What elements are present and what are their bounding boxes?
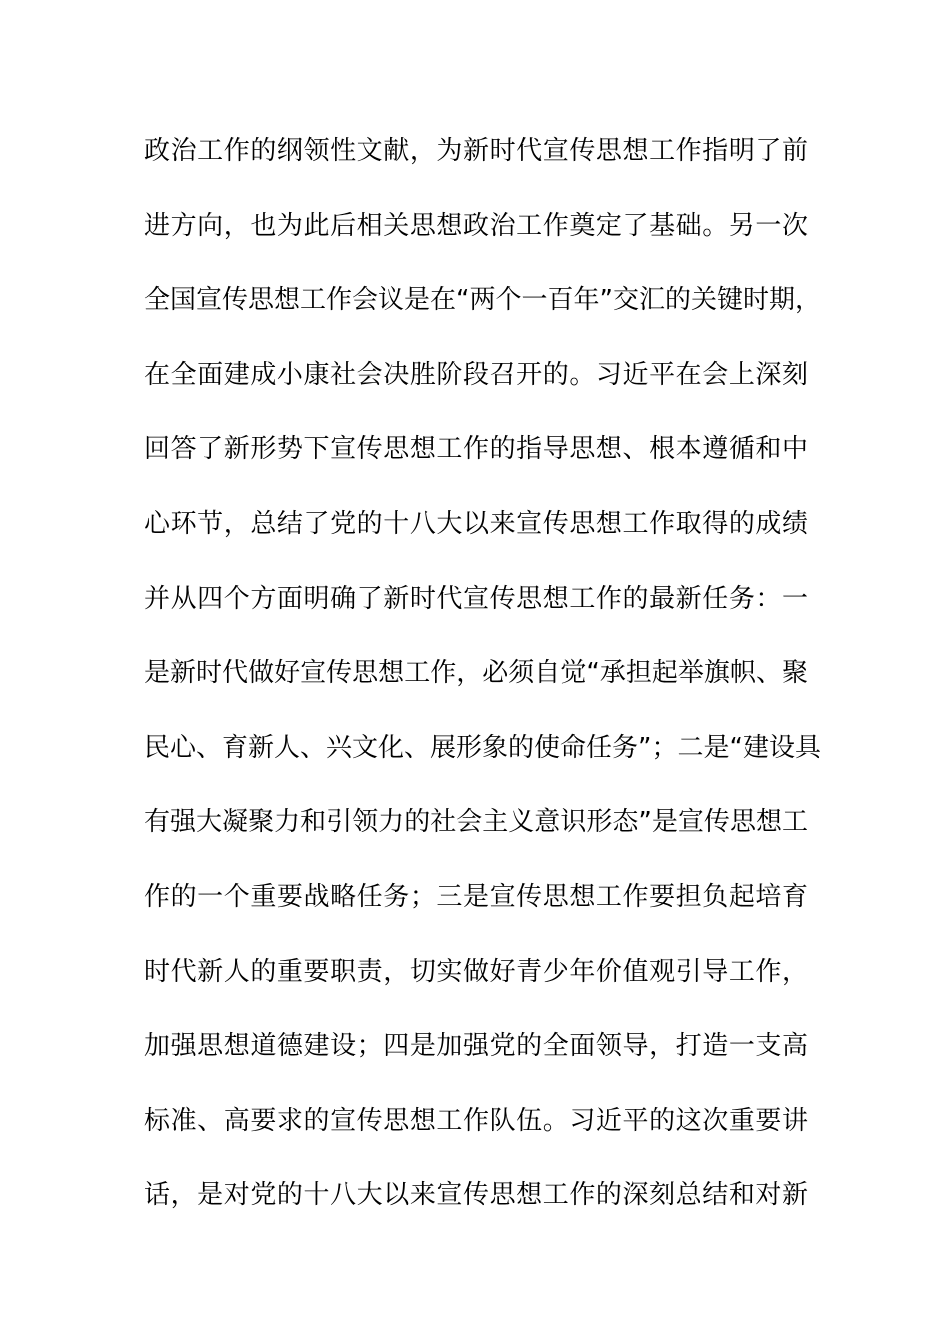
text-line: 加强思想道德建设；四是加强党的全面领导，打造一支高 [144, 1031, 808, 1062]
text-line: 回答了新形势下宣传思想工作的指导思想、根本遵循和中 [144, 434, 808, 465]
text-line: 进方向，也为此后相关思想政治工作奠定了基础。另一次 [144, 210, 808, 241]
text-line: 在全面建成小康社会决胜阶段召开的。习近平在会上深刻 [144, 359, 808, 390]
text-line: 民心、育新人、兴文化、展形象的使命任务”；二是“建设具 [144, 732, 821, 763]
text-line: 时代新人的重要职责，切实做好青少年价值观引导工作， [144, 956, 808, 987]
text-line: 作的一个重要战略任务；三是宣传思想工作要担负起培育 [144, 881, 808, 912]
text-line: 标准、高要求的宣传思想工作队伍。习近平的这次重要讲 [144, 1105, 808, 1136]
text-line: 话，是对党的十八大以来宣传思想工作的深刻总结和对新 [144, 1180, 808, 1211]
text-line: 有强大凝聚力和引领力的社会主义意识形态”是宣传思想工 [144, 807, 808, 838]
text-line: 是新时代做好宣传思想工作，必须自觉“承担起举旗帜、聚 [144, 658, 808, 689]
text-line: 并从四个方面明确了新时代宣传思想工作的最新任务：一 [144, 583, 808, 614]
text-line: 心环节，总结了党的十八大以来宣传思想工作取得的成绩 [144, 508, 808, 539]
text-line: 全国宣传思想工作会议是在“两个一百年”交汇的关键时期， [144, 285, 821, 316]
body-text [144, 128, 821, 1247]
text-line: 政治工作的纲领性文献，为新时代宣传思想工作指明了前 [144, 136, 808, 166]
